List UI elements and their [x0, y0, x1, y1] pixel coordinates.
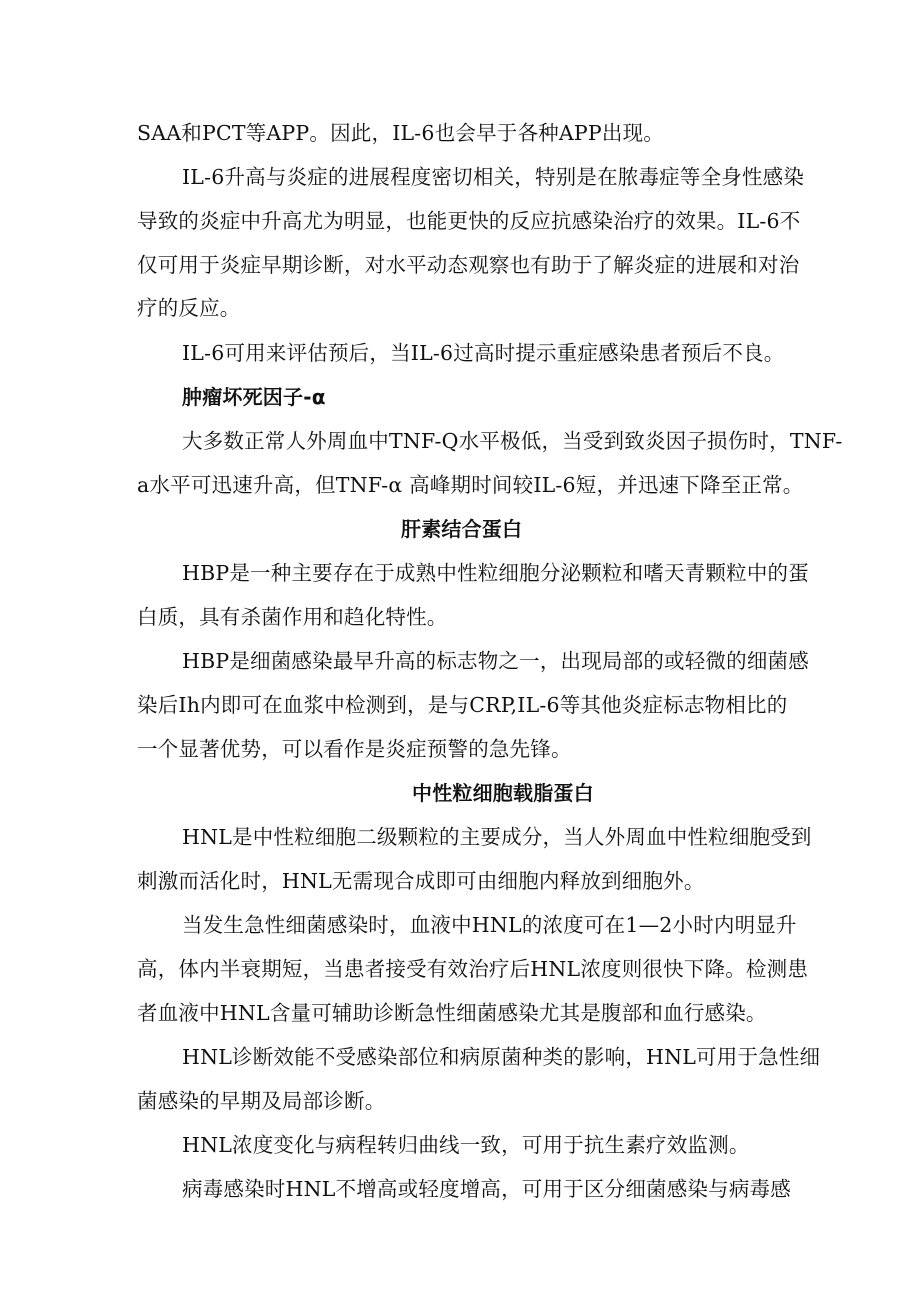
paragraph-line: 一个显著优势，可以看作是炎症预警的急先锋。 — [137, 737, 572, 761]
paragraph-line: 疗的反应。 — [137, 296, 241, 320]
paragraph-line: HNL是中性粒细胞二级颗粒的主要成分，当人外周血中性粒细胞受到 — [182, 825, 812, 849]
paragraph-line: SAA和PCT等APP。因此，IL-6也会早于各种APP出现。 — [137, 121, 664, 145]
paragraph-line: HBP是细菌感染最早升高的标志物之一，出现局部的或轻微的细菌感 — [182, 649, 809, 673]
paragraph-line: 大多数正常人外周血中TNF-Q水平极低，当受到致炎因子损伤时，TNF- — [182, 429, 843, 453]
paragraph-line: 者血液中HNL含量可辅助诊断急性细菌感染尤其是腹部和血行感染。 — [137, 1001, 767, 1025]
section-heading-tnf: 肿瘤坏死因子-α — [182, 385, 326, 409]
paragraph-line: 当发生急性细菌感染时，血液中HNL的浓度可在1—2小时内明显升 — [182, 913, 797, 937]
paragraph-line: 刺激而活化时，HNL无需现合成即可由细胞内释放到细胞外。 — [137, 869, 705, 893]
paragraph-line: 染后Ih内即可在血浆中检测到，是与CRP,IL-6等其他炎症标志物相比的 — [137, 693, 788, 717]
paragraph-line: IL-6升高与炎症的进展程度密切相关，特别是在脓毒症等全身性感染 — [182, 165, 805, 189]
paragraph-line: IL-6可用来评估预后，当IL-6过高时提示重症感染患者预后不良。 — [182, 341, 785, 365]
section-heading-hnl: 中性粒细胞载脂蛋白 — [412, 781, 594, 805]
paragraph-line: HNL诊断效能不受感染部位和病原菌种类的影响，HNL可用于急性细 — [182, 1045, 821, 1069]
paragraph-line: a水平可迅速升高，但TNF-α 高峰期时间较IL-6短，并迅速下降至正常。 — [137, 473, 804, 497]
paragraph-line: HNL浓度变化与病程转归曲线一致，可用于抗生素疗效监测。 — [182, 1133, 750, 1157]
paragraph-line: 导致的炎症中升高尤为明显，也能更快的反应抗感染治疗的效果。IL-6不 — [137, 209, 801, 233]
paragraph-line: 菌感染的早期及局部诊断。 — [137, 1089, 386, 1113]
paragraph-line: 白质，具有杀菌作用和趋化特性。 — [137, 605, 448, 629]
paragraph-line: 仅可用于炎症早期诊断，对水平动态观察也有助于了解炎症的进展和对治 — [137, 253, 800, 277]
paragraph-line: 高，体内半衰期短，当患者接受有效治疗后HNL浓度则很快下降。检测患 — [137, 957, 809, 981]
paragraph-line: 病毒感染时HNL不增高或轻度增高，可用于区分细菌感染与病毒感 — [182, 1177, 791, 1201]
section-heading-hbp: 肝素结合蛋白 — [401, 517, 523, 541]
paragraph-line: HBP是一种主要存在于成熟中性粒细胞分泌颗粒和嗜天青颗粒中的蛋 — [182, 561, 809, 585]
